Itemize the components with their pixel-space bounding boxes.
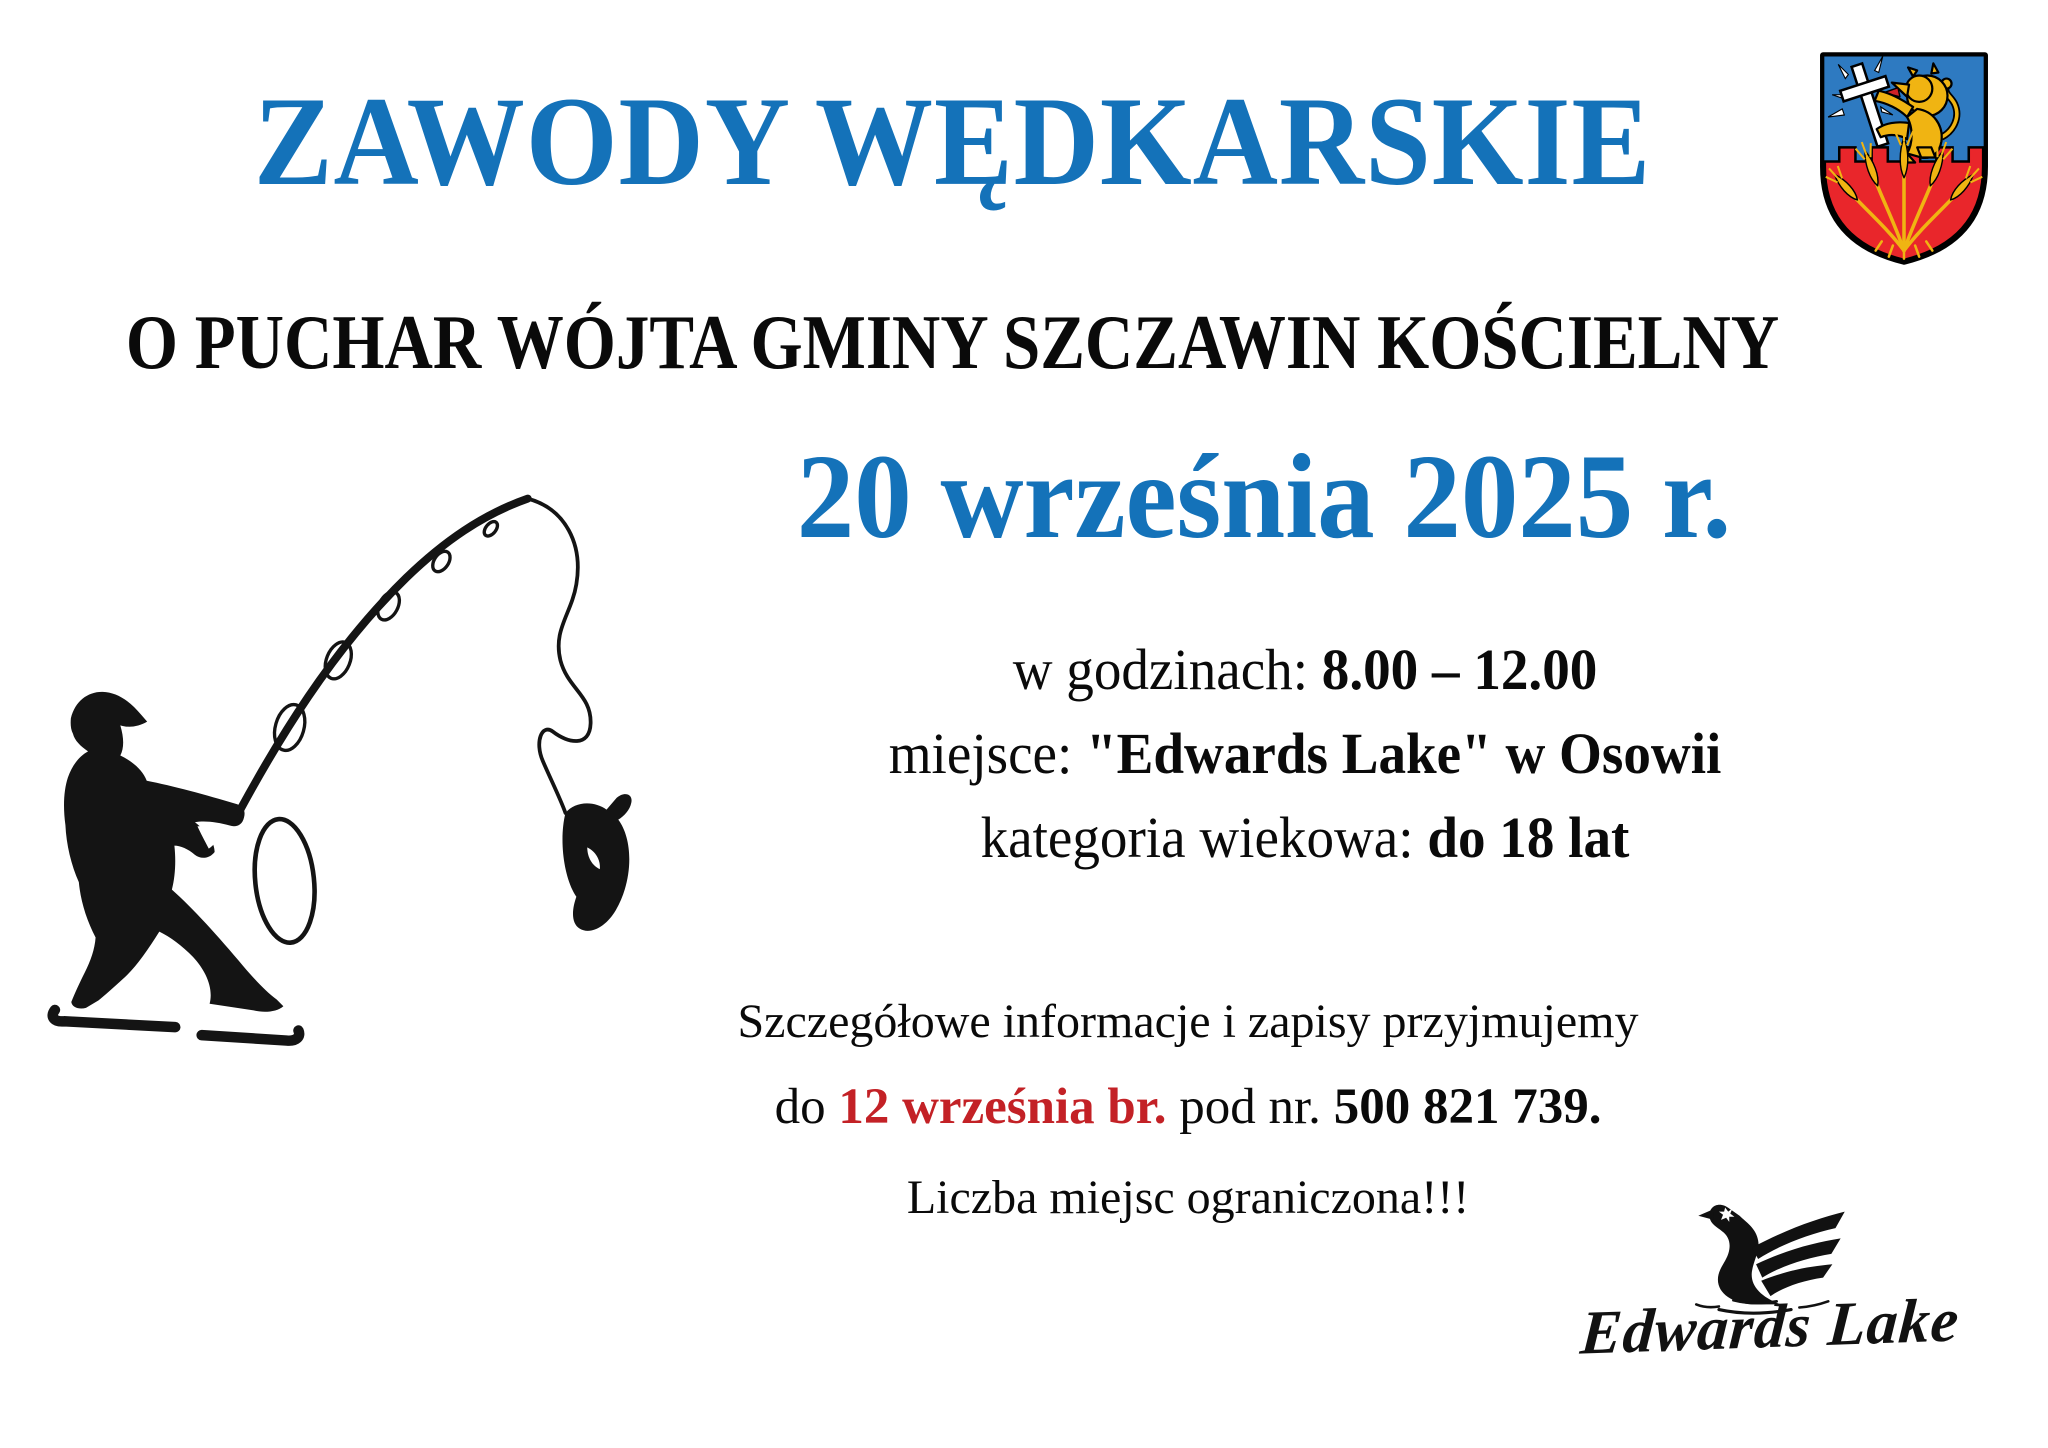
detail-place-label: miejsce:: [888, 721, 1073, 786]
limited-places-note: Liczba miejsc ograniczona!!!: [906, 1171, 1470, 1224]
detail-hours: [688, 628, 1923, 712]
detail-age-value: do 18 lat: [1427, 805, 1630, 870]
deadline-date: 12 września br.: [838, 1079, 1167, 1135]
detail-age-label: kategoria wiekowa:: [980, 805, 1414, 870]
event-details: [688, 628, 1923, 880]
deadline-prefix: do: [774, 1079, 826, 1135]
detail-place: [688, 712, 1923, 796]
registration-info: Szczegółowe informacje i zapisy przyjmujemy: [737, 995, 1639, 1048]
fisherman-icon: [8, 450, 656, 1098]
detail-place-value: "Edwards Lake" w Osowii: [1086, 721, 1722, 786]
registration-deadline-line: [538, 1078, 1838, 1136]
coat-of-arms-icon: [1818, 48, 1990, 270]
page-subtitle: O PUCHAR WÓJTA GMINY SZCZAWIN KOŚCIELNY: [125, 299, 1780, 385]
detail-age: [688, 796, 1923, 880]
page-title: ZAWODY WĘDKARSKIE: [253, 72, 1652, 212]
detail-hours-label: w godzinach:: [1012, 637, 1309, 702]
phone-number: 500 821 739.: [1333, 1079, 1602, 1135]
detail-hours-value: 8.00 – 12.00: [1321, 637, 1598, 702]
event-date: 20 września 2025 r.: [796, 430, 1732, 564]
deadline-middle: pod nr.: [1179, 1079, 1321, 1135]
edwards-lake-logo-text: Edwards Lake: [1578, 1286, 1962, 1368]
